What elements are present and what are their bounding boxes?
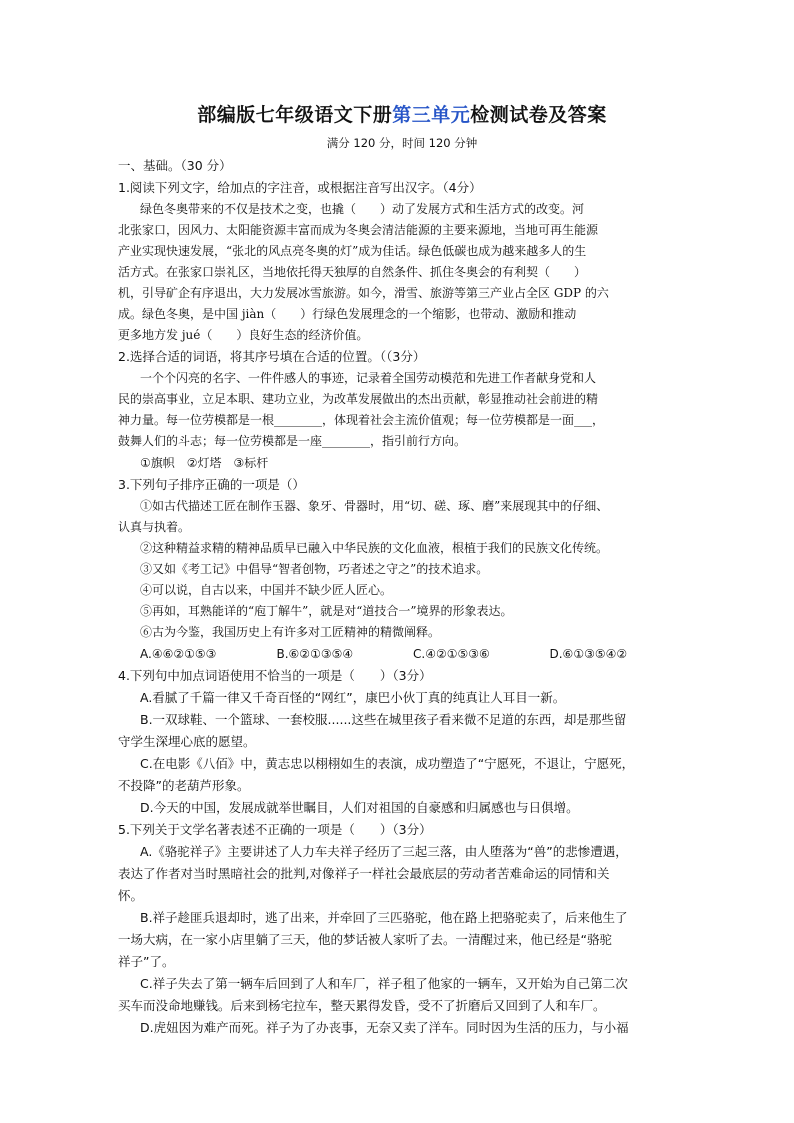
choice-a: A.④⑥②①⑤③ — [140, 647, 217, 661]
passage-line: 鼓舞人们的斗志；每一位劳模都是一座________，指引前行方向。 — [118, 434, 467, 448]
choice-d: D.⑥①③⑤④② — [549, 647, 628, 661]
passage-line: 更多地方发 jué（ ）良好生态的经济价值。 — [118, 328, 369, 342]
question-1-passage — [118, 199, 686, 346]
title-part1: 部编版七年级语文下册 — [197, 104, 393, 126]
question-1-stem: 1.阅读下列文字，给加点的字注音，或根据注音写出汉字。（4分） — [118, 180, 482, 195]
section-heading: 一、基础。（30 分） — [118, 158, 232, 173]
sentence-line: ②这种精益求精的精神品质早已融入中华民族的文化血液，根植于我们的民族文化传统。 — [140, 541, 609, 555]
exam-title — [118, 100, 686, 127]
sentence-line: 认真与执着。 — [118, 520, 191, 534]
exam-page — [118, 100, 686, 1039]
question-3-choices — [118, 643, 686, 665]
passage-line: 产业实现快速发展，“张北的风点亮冬奥的灯”成为佳话。绿色低碳也成为越来越多人的生 — [118, 244, 587, 258]
option-a-cont: 表达了作者对当时黑暗社会的批判,对像祥子一样社会最底层的劳动者苦难命运的同情和关 — [118, 866, 610, 881]
passage-line: 活方式。在张家口崇礼区，当地依托得天独厚的自然条件、抓住冬奥会的有利契（ ） — [118, 265, 587, 279]
choice-b: B.⑥②①③⑤④ — [276, 647, 354, 661]
question-3-sentences — [118, 496, 686, 643]
option-c: C.在电影《八佰》中，黄志忠以栩栩如生的表演，成功塑造了“宁愿死，不退让，宁愿死， — [140, 756, 635, 771]
exam-subtitle: 满分 120 分，时间 120 分钟 — [326, 136, 478, 150]
option-c: C.祥子失去了第一辆车后回到了人和车厂，祥子租了他家的一辆车，又开始为自己第二次 — [140, 976, 628, 991]
question-2-options: ①旗帜 ②灯塔 ③标杆 — [140, 456, 269, 470]
passage-line: 一个个闪亮的名字、一件件感人的事迹，记录着全国劳动模范和先进工作者献身党和人 — [140, 371, 597, 385]
question-5-options — [118, 841, 686, 1039]
option-b: B.一双球鞋、一个篮球、一套校服......这些在城里孩子看来微不足道的东西，却是那些留 — [140, 712, 627, 727]
option-b-cont: 祥子”了。 — [118, 954, 175, 969]
passage-line: 机，引导矿企有序退出，大力发展冰雪旅游。如今，滑雪、旅游等第三产业占全区 GDP 的六 — [118, 286, 609, 300]
passage-line: 神力量。每一位劳模都是一根________，体现着社会主流价值观；每一位劳模都是一面___， — [118, 413, 605, 427]
option-c-cont: 不投降”的老葫芦形象。 — [118, 778, 250, 793]
sentence-line: ③又如《考工记》中倡导“智者创物，巧者述之守之”的技术追求。 — [140, 562, 489, 576]
passage-line: 成。绿色冬奥，是中国 jiàn（ ）行绿色发展理念的一个缩影，也带动、激励和推动 — [118, 307, 577, 321]
option-a-cont: 怀。 — [118, 888, 144, 903]
option-c-cont: 买车而没命地赚钱。后来到杨宅拉车，整天累得发昏，受不了折磨后又回到了人和车厂。 — [118, 998, 606, 1013]
question-2-stem: 2.选择合适的词语，将其序号填在合适的位置。（（3分） — [118, 349, 426, 364]
question-3-stem: 3.下列句子排序正确的一项是（） — [118, 477, 305, 492]
title-part3: 检测试卷及答案 — [470, 104, 607, 126]
passage-line: 绿色冬奥带来的不仅是技术之变，也撬（ ）动了发展方式和生活方式的改变。河 — [140, 202, 585, 216]
option-d: D.今天的中国，发展成就举世瞩目，人们对祖国的自豪感和归属感也与日俱增。 — [140, 800, 579, 815]
option-b-cont: 一场大病，在一家小店里躺了三天，他的梦话被人家听了去。一清醒过来，他已经是“骆驼 — [118, 932, 612, 947]
title-unit: 第三单元 — [392, 104, 471, 126]
sentence-line: ①如古代描述工匠在制作玉器、象牙、骨器时，用“切、磋、琢、磨”来展现其中的仔细、 — [140, 499, 609, 513]
sentence-line: ⑤再如，耳熟能详的“庖丁解牛”，就是对“道技合一”境界的形象表达。 — [140, 604, 513, 618]
question-2-passage — [118, 368, 686, 452]
question-4-options — [118, 687, 686, 819]
question-4-stem: 4.下列句中加点词语使用不恰当的一项是（ ）（3分） — [118, 668, 432, 683]
passage-line: 北张家口，因风力、太阳能资源丰富而成为冬奥会清洁能源的主要来源地，当地可再生能源 — [118, 223, 599, 237]
sentence-line: ④可以说，自古以来，中国并不缺少匠人匠心。 — [140, 583, 393, 597]
sentence-line: ⑥古为今鉴，我国历史上有许多对工匠精神的精微阐释。 — [140, 625, 441, 639]
option-b: B.祥子趁匪兵退却时，逃了出来，并牵回了三匹骆驼，他在路上把骆驼卖了，后来他生了 — [140, 910, 628, 925]
question-5-stem: 5.下列关于文学名著表述不正确的一项是（ ）（3分） — [118, 822, 432, 837]
option-a: A.《骆驼祥子》主要讲述了人力车夫祥子经历了三起三落，由人堕落为“兽”的悲惨遭遇， — [140, 844, 628, 859]
option-b-cont: 守学生深埋心底的愿望。 — [118, 734, 256, 749]
choice-c: C.④②①⑤③⑥ — [413, 647, 490, 661]
passage-line: 民的崇高事业，立足本职、建功立业，为改革发展做出的杰出贡献，彰显推动社会前进的精 — [118, 392, 599, 406]
option-d: D.虎妞因为难产而死。祥子为了办丧事，无奈又卖了洋车。同时因为生活的压力，与小福 — [140, 1020, 629, 1035]
option-a: A.看腻了千篇一律又千奇百怪的“网红”，康巴小伙丁真的纯真让人耳目一新。 — [140, 690, 566, 705]
